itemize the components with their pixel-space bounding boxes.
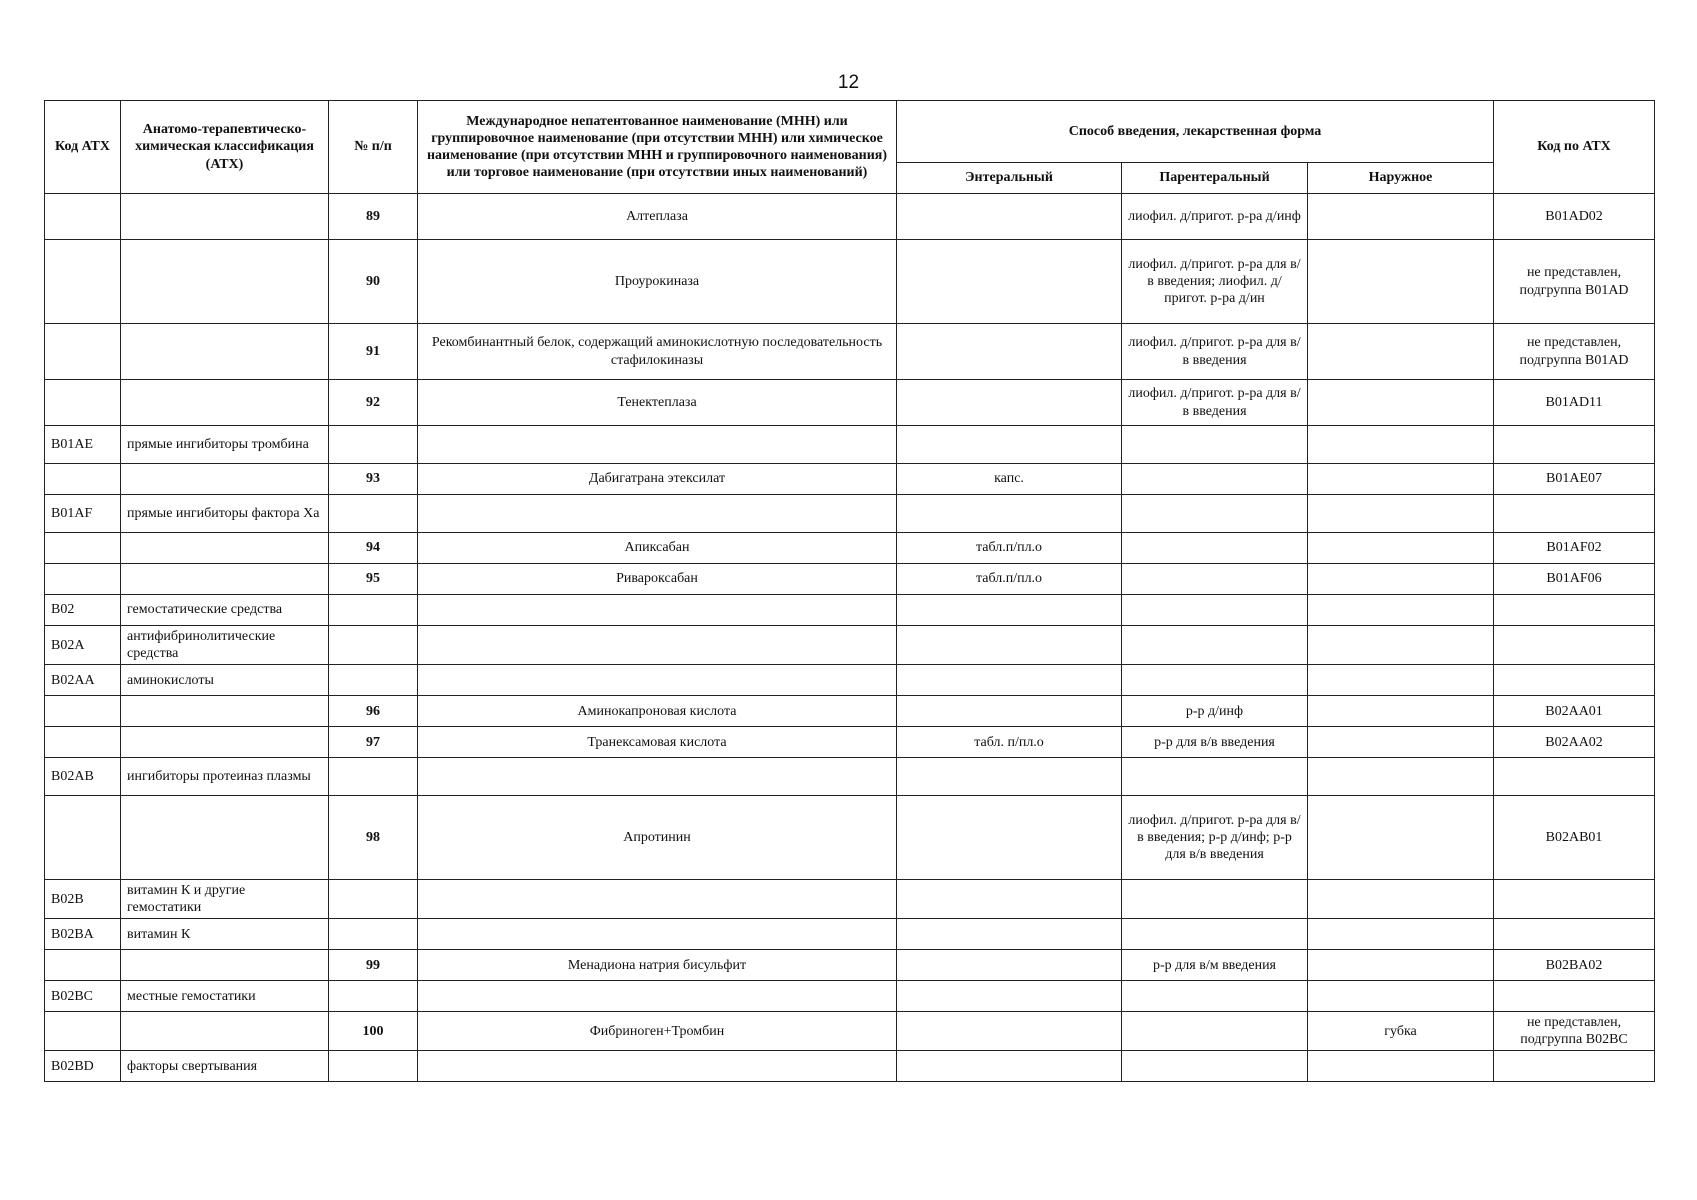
cell-enteral: [897, 240, 1122, 324]
table-header: [45, 101, 1655, 194]
cell-external: [1308, 950, 1494, 981]
table-row: [45, 696, 1655, 727]
cell-atx-code: B01AE: [45, 426, 121, 464]
header-atx-code: Код АТХ: [45, 101, 121, 194]
cell-num: [329, 595, 418, 626]
cell-external: [1308, 595, 1494, 626]
cell-num: 92: [329, 380, 418, 426]
cell-external: [1308, 626, 1494, 665]
header-code-atx: Код по АТХ: [1494, 101, 1655, 194]
cell-num: 91: [329, 324, 418, 380]
cell-code-atx: B02AA01: [1494, 696, 1655, 727]
cell-name: [418, 665, 897, 696]
header-num: № п/п: [329, 101, 418, 194]
cell-code-atx: B01AD11: [1494, 380, 1655, 426]
cell-atx-code: B02BA: [45, 919, 121, 950]
cell-num: 99: [329, 950, 418, 981]
cell-atx-code: [45, 727, 121, 758]
cell-atx-code: [45, 464, 121, 495]
cell-enteral: [897, 626, 1122, 665]
cell-code-atx: B01AF02: [1494, 533, 1655, 564]
cell-atx-code: [45, 240, 121, 324]
cell-num: 98: [329, 796, 418, 880]
cell-external: [1308, 919, 1494, 950]
cell-code-atx: [1494, 495, 1655, 533]
cell-num: [329, 665, 418, 696]
cell-atx-classification: [121, 240, 329, 324]
cell-name: [418, 981, 897, 1012]
cell-external: [1308, 1051, 1494, 1082]
cell-parenteral: [1122, 595, 1308, 626]
cell-external: [1308, 564, 1494, 595]
cell-num: [329, 495, 418, 533]
cell-external: [1308, 796, 1494, 880]
cell-atx-code: [45, 380, 121, 426]
cell-name: Проурокиназа: [418, 240, 897, 324]
cell-num: [329, 626, 418, 665]
cell-name: Тенектеплаза: [418, 380, 897, 426]
cell-external: [1308, 665, 1494, 696]
cell-name: [418, 595, 897, 626]
table-row: [45, 981, 1655, 1012]
cell-num: [329, 981, 418, 1012]
cell-atx-classification: [121, 194, 329, 240]
table-row: [45, 380, 1655, 426]
table-row: [45, 464, 1655, 495]
cell-atx-classification: ингибиторы протеиназ плазмы: [121, 758, 329, 796]
header-parenteral: Парентеральный: [1122, 163, 1308, 194]
cell-enteral: [897, 426, 1122, 464]
cell-enteral: [897, 950, 1122, 981]
table-row: [45, 194, 1655, 240]
cell-name: [418, 626, 897, 665]
cell-external: [1308, 696, 1494, 727]
cell-atx-classification: аминокислоты: [121, 665, 329, 696]
cell-name: [418, 758, 897, 796]
cell-num: 100: [329, 1012, 418, 1051]
cell-external: [1308, 194, 1494, 240]
cell-parenteral: [1122, 1012, 1308, 1051]
cell-code-atx: [1494, 426, 1655, 464]
cell-external: губка: [1308, 1012, 1494, 1051]
cell-name: Алтеплаза: [418, 194, 897, 240]
cell-atx-classification: витамин К: [121, 919, 329, 950]
cell-num: [329, 880, 418, 919]
cell-num: [329, 919, 418, 950]
cell-name: Фибриноген+Тромбин: [418, 1012, 897, 1051]
table-row: [45, 626, 1655, 665]
cell-code-atx: B02BA02: [1494, 950, 1655, 981]
cell-enteral: [897, 880, 1122, 919]
table-row: [45, 796, 1655, 880]
cell-code-atx: B02AB01: [1494, 796, 1655, 880]
cell-parenteral: [1122, 919, 1308, 950]
table-row: [45, 727, 1655, 758]
cell-enteral: [897, 595, 1122, 626]
cell-enteral: [897, 194, 1122, 240]
cell-enteral: [897, 1051, 1122, 1082]
header-atx-classification: Анатомо-терапевтическо-химическая классификация (АТХ): [121, 101, 329, 194]
cell-code-atx: B02AA02: [1494, 727, 1655, 758]
cell-parenteral: [1122, 533, 1308, 564]
cell-atx-code: B02BD: [45, 1051, 121, 1082]
cell-name: Аминокапроновая кислота: [418, 696, 897, 727]
cell-atx-code: B01AF: [45, 495, 121, 533]
table-row: [45, 919, 1655, 950]
cell-external: [1308, 240, 1494, 324]
table-row: [45, 324, 1655, 380]
cell-parenteral: [1122, 758, 1308, 796]
cell-atx-code: [45, 564, 121, 595]
cell-num: 97: [329, 727, 418, 758]
cell-num: [329, 758, 418, 796]
cell-enteral: [897, 758, 1122, 796]
cell-atx-code: [45, 1012, 121, 1051]
cell-atx-classification: факторы свертывания: [121, 1051, 329, 1082]
cell-name: Дабигатрана этексилат: [418, 464, 897, 495]
cell-atx-code: B02AB: [45, 758, 121, 796]
cell-atx-classification: [121, 727, 329, 758]
cell-enteral: [897, 495, 1122, 533]
cell-code-atx: B01AD02: [1494, 194, 1655, 240]
cell-atx-code: B02AA: [45, 665, 121, 696]
cell-code-atx: не представлен, подгруппа B01AD: [1494, 240, 1655, 324]
cell-atx-classification: прямые ингибиторы тромбина: [121, 426, 329, 464]
cell-atx-code: B02: [45, 595, 121, 626]
cell-atx-code: B02A: [45, 626, 121, 665]
table-row: [45, 240, 1655, 324]
cell-parenteral: р-р д/инф: [1122, 696, 1308, 727]
cell-parenteral: лиофил. д/пригот. р-ра для в/в введения; р-р д/инф; р-р для в/в введения: [1122, 796, 1308, 880]
cell-name: [418, 426, 897, 464]
cell-parenteral: [1122, 880, 1308, 919]
cell-enteral: [897, 1012, 1122, 1051]
table-row: [45, 1051, 1655, 1082]
cell-num: 93: [329, 464, 418, 495]
cell-parenteral: лиофил. д/пригот. р-ра для в/в введения: [1122, 324, 1308, 380]
cell-external: [1308, 495, 1494, 533]
table-row: [45, 665, 1655, 696]
cell-enteral: [897, 665, 1122, 696]
cell-atx-classification: [121, 380, 329, 426]
cell-atx-code: B02BC: [45, 981, 121, 1012]
cell-parenteral: р-р для в/м введения: [1122, 950, 1308, 981]
cell-atx-classification: прямые ингибиторы фактора Ха: [121, 495, 329, 533]
table-row: [45, 495, 1655, 533]
cell-code-atx: B01AE07: [1494, 464, 1655, 495]
cell-name: Апротинин: [418, 796, 897, 880]
cell-code-atx: [1494, 919, 1655, 950]
cell-code-atx: не представлен, подгруппа B02BC: [1494, 1012, 1655, 1051]
cell-name: Менадиона натрия бисульфит: [418, 950, 897, 981]
cell-enteral: [897, 696, 1122, 727]
cell-name: [418, 919, 897, 950]
cell-atx-classification: [121, 796, 329, 880]
cell-enteral: табл.п/пл.о: [897, 533, 1122, 564]
cell-code-atx: [1494, 758, 1655, 796]
cell-parenteral: [1122, 981, 1308, 1012]
cell-parenteral: [1122, 626, 1308, 665]
cell-name: Ривароксабан: [418, 564, 897, 595]
cell-atx-code: [45, 796, 121, 880]
table-row: [45, 564, 1655, 595]
cell-code-atx: [1494, 665, 1655, 696]
cell-parenteral: [1122, 665, 1308, 696]
cell-code-atx: [1494, 595, 1655, 626]
table-body: [45, 194, 1655, 1082]
cell-atx-classification: [121, 1012, 329, 1051]
cell-atx-classification: [121, 533, 329, 564]
cell-name: Транексамовая кислота: [418, 727, 897, 758]
drug-table: [44, 100, 1655, 1082]
page-number: 12: [837, 72, 860, 93]
cell-num: 96: [329, 696, 418, 727]
cell-atx-code: [45, 696, 121, 727]
cell-name: [418, 1051, 897, 1082]
cell-name: Апиксабан: [418, 533, 897, 564]
cell-num: [329, 426, 418, 464]
cell-atx-classification: [121, 696, 329, 727]
cell-external: [1308, 981, 1494, 1012]
cell-num: 94: [329, 533, 418, 564]
cell-external: [1308, 380, 1494, 426]
cell-code-atx: [1494, 981, 1655, 1012]
header-route-form: Способ введения, лекарственная форма: [897, 101, 1494, 163]
cell-enteral: [897, 981, 1122, 1012]
table-row: [45, 880, 1655, 919]
table-row: [45, 1012, 1655, 1051]
cell-name: [418, 880, 897, 919]
cell-code-atx: [1494, 1051, 1655, 1082]
cell-parenteral: р-р для в/в введения: [1122, 727, 1308, 758]
cell-external: [1308, 727, 1494, 758]
table-row: [45, 533, 1655, 564]
cell-name: Рекомбинантный белок, содержащий аминокислотную последовательность стафилокиназы: [418, 324, 897, 380]
cell-atx-classification: местные гемостатики: [121, 981, 329, 1012]
cell-enteral: капс.: [897, 464, 1122, 495]
table-row: [45, 758, 1655, 796]
cell-atx-classification: витамин К и другие гемостатики: [121, 880, 329, 919]
cell-num: 89: [329, 194, 418, 240]
cell-enteral: [897, 919, 1122, 950]
cell-code-atx: [1494, 880, 1655, 919]
header-enteral: Энтеральный: [897, 163, 1122, 194]
cell-num: 90: [329, 240, 418, 324]
cell-num: 95: [329, 564, 418, 595]
cell-atx-code: [45, 533, 121, 564]
cell-external: [1308, 324, 1494, 380]
cell-atx-classification: [121, 564, 329, 595]
cell-parenteral: [1122, 464, 1308, 495]
cell-enteral: табл.п/пл.о: [897, 564, 1122, 595]
table-row: [45, 950, 1655, 981]
cell-atx-classification: [121, 324, 329, 380]
cell-enteral: [897, 796, 1122, 880]
cell-parenteral: [1122, 1051, 1308, 1082]
table-row: [45, 426, 1655, 464]
header-name: Международное непатентованное наименование (МНН) или группировочное наименование (при отсутствии МНН) или химическое наименование (при отсутствии МНН и группировочного наименования) или торговое наименование (при отсутствии иных наименований): [418, 101, 897, 194]
cell-parenteral: [1122, 495, 1308, 533]
cell-code-atx: B01AF06: [1494, 564, 1655, 595]
cell-external: [1308, 880, 1494, 919]
cell-num: [329, 1051, 418, 1082]
cell-atx-classification: антифибринолитические средства: [121, 626, 329, 665]
cell-atx-classification: [121, 950, 329, 981]
cell-parenteral: лиофил. д/пригот. р-ра д/инф: [1122, 194, 1308, 240]
cell-atx-code: B02B: [45, 880, 121, 919]
cell-parenteral: [1122, 564, 1308, 595]
header-external: Наружное: [1308, 163, 1494, 194]
cell-enteral: [897, 380, 1122, 426]
cell-external: [1308, 533, 1494, 564]
cell-external: [1308, 758, 1494, 796]
cell-parenteral: лиофил. д/пригот. р-ра для в/в введения; лиофил. д/пригот. р-ра д/ин: [1122, 240, 1308, 324]
cell-enteral: [897, 324, 1122, 380]
cell-parenteral: [1122, 426, 1308, 464]
cell-external: [1308, 426, 1494, 464]
cell-parenteral: лиофил. д/пригот. р-ра для в/в введения: [1122, 380, 1308, 426]
cell-atx-classification: [121, 464, 329, 495]
cell-enteral: табл. п/пл.о: [897, 727, 1122, 758]
cell-name: [418, 495, 897, 533]
cell-atx-code: [45, 950, 121, 981]
cell-code-atx: [1494, 626, 1655, 665]
cell-code-atx: не представлен, подгруппа B01AD: [1494, 324, 1655, 380]
cell-atx-code: [45, 194, 121, 240]
table-row: [45, 595, 1655, 626]
cell-atx-classification: гемостатические средства: [121, 595, 329, 626]
cell-atx-code: [45, 324, 121, 380]
cell-external: [1308, 464, 1494, 495]
